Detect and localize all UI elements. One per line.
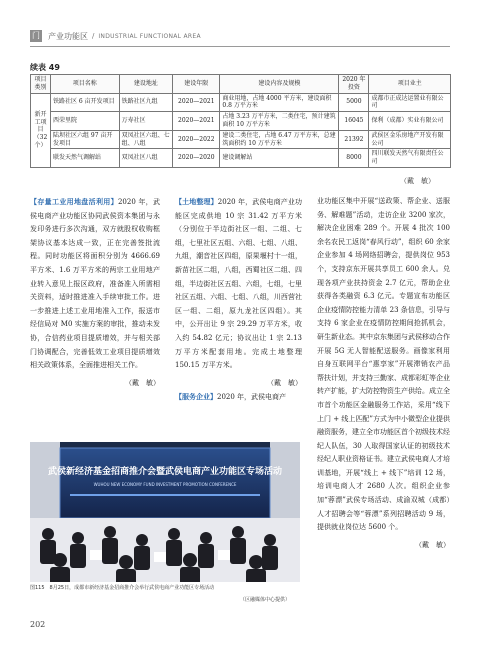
article-column-2 [175,195,302,405]
cell-content: 商业用地，占地 4000 平方米，建设面积 0.8 万平方米 [220,93,339,112]
paragraph-land-consolidation [175,195,302,373]
col-header-invest: 2020 年投资 [339,75,369,94]
cell-name: 西荣里院 [50,112,119,131]
cell-years: 2020—2020 [173,149,220,168]
header-divider [30,46,450,47]
paragraph-text: 2020 年，武侯电商产业功能区协同武侯资本集团与永发印务进行多次沟通，双方就股权收购框架协议基本达成一致，正在完善签批流程。同时功能区将面积分别为 4666.69 平方米、1.6 万平方米的两宗工业用地产业转入意见上报区政府，准备准入所需相关资料，适时推进准入手续审批工作。进一步推进上述工业用地准入工作，报送市经信局对 M0 实施方案的审批，推动未发协，合信药业项目提质增效，并与相关部门协调配合，完善低效工业项目提质增效相关政策体系，全面推进相关工作。 [30,198,160,370]
page-number: 202 [30,620,46,629]
cell-invest: 16045 [339,112,369,131]
cell-content: 占地 3.23 万平方米，二类住宅，预计建筑面积 10 万平方米 [220,112,339,131]
cell-content: 建设调解站 [220,149,339,168]
cell-owner: 四川联发天然气有限责任公司 [369,149,451,168]
section-title: 产业功能区 [48,31,88,41]
paragraph-land-reuse [30,195,160,373]
paragraph-enterprise-service [175,390,302,405]
cell-invest: 8000 [339,149,369,168]
section-tag: 【服务企业】 [175,392,217,402]
col-header-category: 项目类别 [31,75,51,94]
cell-address: 双凤社区八组 [119,149,173,168]
table-title: 续表 49 [30,63,60,72]
cell-name: 铁路社区 6 亩开发项目 [50,93,119,112]
photo-credit: （区融媒体中心提供） [240,597,291,603]
section-title-english: INDUSTRIAL FUNCTIONAL AREA [98,32,201,40]
cell-owner: 成都市正成达运置业有限公司 [369,93,451,112]
cell-years: 2020—2021 [173,93,220,112]
table-row [31,130,451,149]
cell-owner: 保利（成都）实业有限公司 [369,112,451,131]
cell-owner: 武侯区金乐房地产开发有限公司 [369,130,451,149]
cell-address: 万寿社区 [119,112,173,131]
table-row [31,93,451,112]
cell-content: 建设二类住宅，占地 6.47 万平方米，总建筑面积约 10 万平方米 [220,130,339,149]
paragraph-enterprise-service-cont: 业功能区集中开展“送政策、帮企业、送服务、解难题”活动，走访企业 3200 家次，解决企业困难 289 个。开展 4 批次 100 余名农民工返岗“春风行动”，组织 60 余家企业参加 4 场网络招聘会，提供岗位 953 个，支持京东开展共享员工 600 余人。兑现各项产业扶持资金 2.7 亿元，帮助企业获得各类融资 6.3 亿元。专题宣布功能区企业疫情防控能力清单 23 条信息，引导与支持 6 家企业在疫情防控期间抢抓机会，研生新业态。其中京东集团与武侯移动合作开展 5G 无人智能配送服务。画像家利用自身互联网平台“惠享家”开展滞销农产品帮扶计划，并支持三勤家、成都彩虹等企业转产扩能，扩大防控物资生产供给。成立全市首个功能区金融服务工作站，采用“线下上门 + 线上匹配”方式为中小微型企业提供融资服务，建立全市功能区首个初级技术经纪人队伍，30 人取得国家认证的初级技术经纪人职业资格证书。建立武侯电商人才培训基地，开展“线上 + 线下”培训 12 场，培训电商人才 2680 人次。组织企业参加“蓉漂”武侯专场活动、成渝双城（成都）人才招聘会等“蓉漂”系列招聘活动 9 场，提供就业岗位达 5600 个。 [317,197,450,532]
col-header-owner: 项目业主 [369,75,451,94]
category-cell: 新开工项目（32个） [31,93,51,167]
author-attribution: （戴 敏） [267,378,302,387]
cell-address: 铁路社区九组 [119,93,173,112]
running-header [30,28,450,44]
cell-name: 联发天然气调解站 [50,149,119,168]
section-logo-icon: 门 [32,31,40,40]
table-row [31,112,451,131]
article-column-1 [30,195,160,390]
cell-name: 陆坝社区六组 97 亩开发项目 [50,130,119,149]
cell-years: 2020—2022 [173,130,220,149]
article-column-3 [317,195,450,552]
col-header-years: 建设年限 [173,75,220,94]
section-tag: 【存量工业用地盘活利用】 [30,197,118,206]
table-header-row [31,75,451,94]
banner-title: 武侯新经济基金招商推介会暨武侯电商产业功能区专场活动 [47,467,283,477]
author-attribution: （戴 敏） [125,378,160,387]
table-row [31,149,451,168]
cell-address: 双凤社区六组、七组、八组 [119,130,173,149]
section-tag: 【土地整理】 [175,197,218,206]
col-header-name: 项目名称 [50,75,119,94]
event-photo-illustration [30,442,300,582]
cell-invest: 21392 [339,130,369,149]
table-attribution: （戴 敏） [400,177,435,185]
project-table [30,74,451,168]
paragraph-text: 2020 年，武侯电商产业功能区完成供地 10 宗 31.42 万平方米（分别位于半边街社区一组、二组、七组，七里社区五组、六组、七组、八组、九组，潮音社区四组，原果堰村十一组，新苗社区二组，八组，西蜀社区二组、四组，半边街社区五组、六组，七组，七里社区五组、六组、七组、八组，川西营社区一组、二组，原九龙社区四组）。其中，公开出让 9 宗 29.29 万平方米，收入约 54.82 亿元；协议出让 1 宗 2.13 万平方米配套用地。完成土地整理 150.15 万平方米。 [175,198,302,370]
col-header-content: 建设内容及规模 [220,75,339,94]
banner-subtitle: WUHOU NEW ECONOMY FUND INVESTMENT PROMOTION CONFERENCE [93,482,237,487]
col-header-address: 建设地址 [119,75,173,94]
header-separator: / [92,32,95,40]
paragraph-text: 2020 年，武侯电商产 [217,393,287,402]
event-photo [30,442,300,582]
cell-years: 2020—2021 [173,112,220,131]
photo-caption: 图115 8月25日，成都市新经济基金招商推介会举行武侯电商产业功能区专场活动 [30,585,215,591]
cell-invest: 5000 [339,93,369,112]
author-attribution: （戴 敏） [415,540,450,549]
